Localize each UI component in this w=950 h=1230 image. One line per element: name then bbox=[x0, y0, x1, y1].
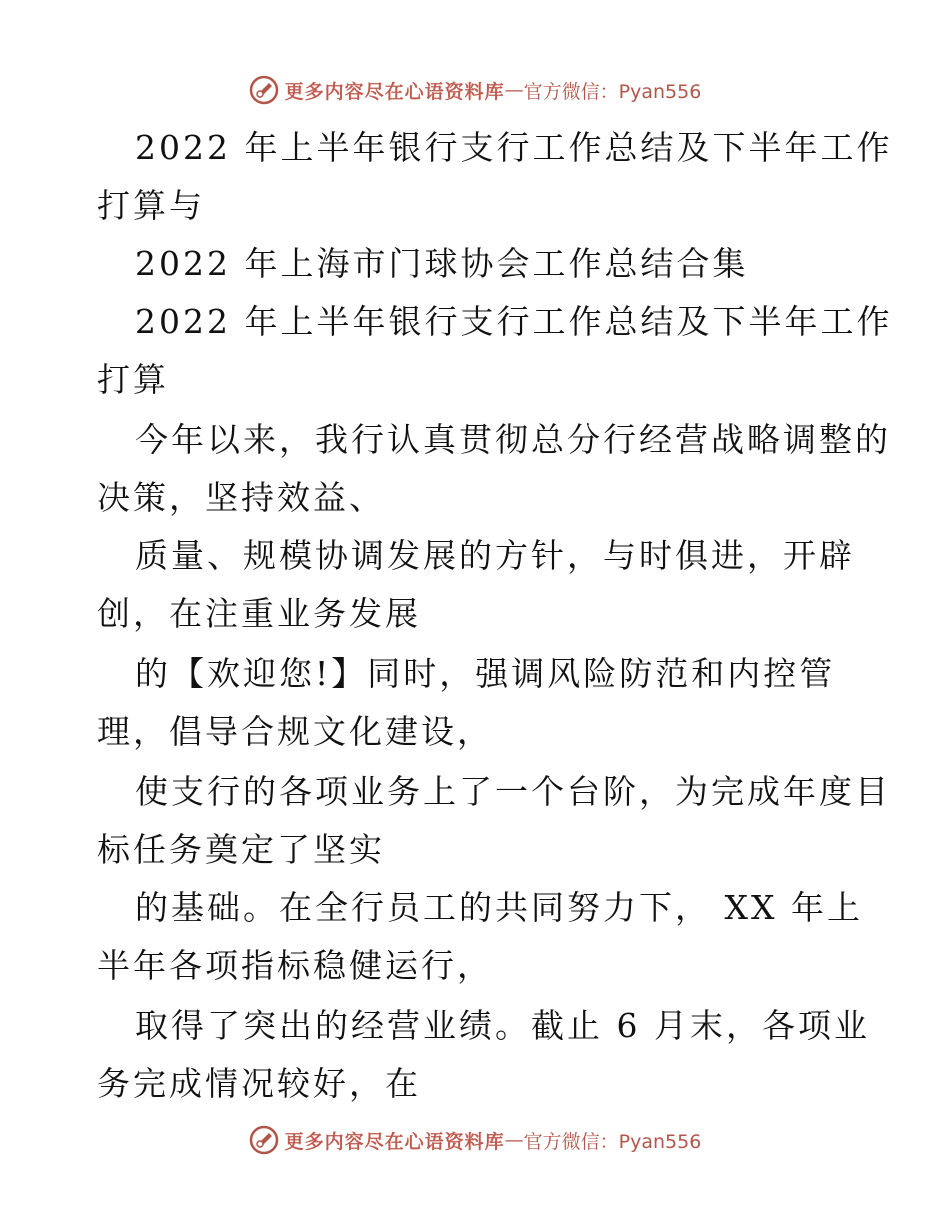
paragraph-line: 决策，坚持效益、 bbox=[97, 478, 385, 517]
paragraph-line: 使支行的各项业务上了一个台阶，为完成年度目 bbox=[135, 772, 891, 811]
title-line-1-cont: 打算与 bbox=[97, 186, 205, 225]
footer-banner-text: 更多内容尽在心语资料库 bbox=[284, 1130, 505, 1153]
paragraph-line: 标任务奠定了坚实 bbox=[97, 830, 385, 869]
logo-icon bbox=[249, 75, 279, 105]
paragraph-line: 理，倡导合规文化建设， bbox=[97, 712, 493, 751]
footer-banner bbox=[0, 1120, 950, 1160]
paragraph-line: 创，在注重业务发展 bbox=[97, 594, 421, 633]
title-line-1: 2022 年上半年银行支行工作总结及下半年工作 bbox=[135, 128, 893, 167]
footer-banner-wechat: 官方微信：Pyan556 bbox=[523, 1130, 702, 1153]
section-title-line-cont: 打算 bbox=[97, 360, 169, 399]
logo-icon bbox=[249, 1125, 279, 1155]
paragraph-line: 的基础。在全行员工的共同努力下， XX 年上 bbox=[135, 888, 863, 927]
paragraph-line: 的【欢迎您!】同时，强调风险防范和内控管 bbox=[135, 654, 836, 693]
header-banner-wechat: 官方微信：Pyan556 bbox=[523, 80, 702, 103]
header-banner bbox=[0, 70, 950, 110]
section-title-line: 2022 年上半年银行支行工作总结及下半年工作 bbox=[135, 302, 893, 341]
paragraph-line: 质量、规模协调发展的方针，与时俱进，开辟 bbox=[135, 536, 855, 575]
title-line-2: 2022 年上海市门球协会工作总结合集 bbox=[135, 244, 749, 283]
header-banner-text: 更多内容尽在心语资料库 bbox=[284, 80, 505, 103]
header-banner-separator: — bbox=[504, 79, 524, 101]
paragraph-line: 今年以来，我行认真贯彻总分行经营战略调整的 bbox=[135, 420, 891, 459]
footer-banner-separator: — bbox=[504, 1129, 524, 1151]
paragraph-line: 半年各项指标稳健运行， bbox=[97, 946, 493, 985]
paragraph-line: 取得了突出的经营业绩。截止 6 月末，各项业 bbox=[135, 1006, 870, 1045]
paragraph-line: 务完成情况较好，在 bbox=[97, 1064, 421, 1103]
